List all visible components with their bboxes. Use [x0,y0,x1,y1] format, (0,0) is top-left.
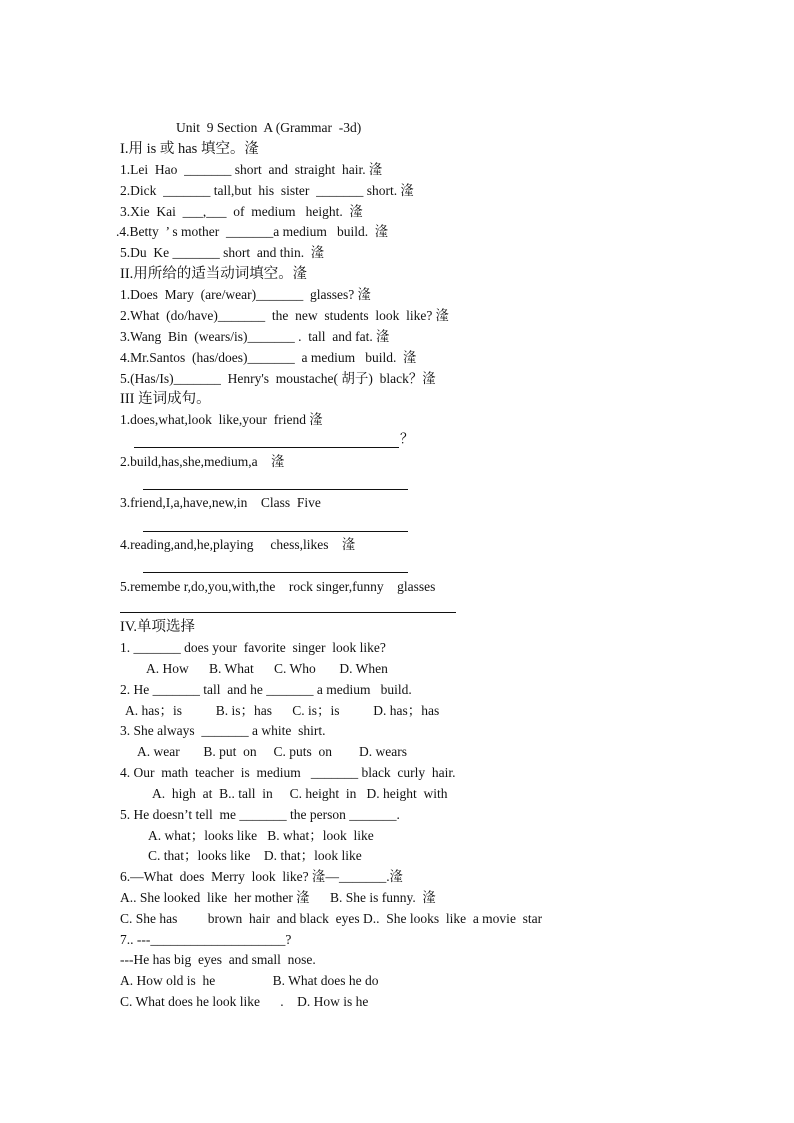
mc-q7: 7.. ---____________________? [120,932,292,947]
mc-q4-options: A. high at B.. tall in C. height in D. height with [152,786,448,801]
part2-item-1: 1.Does Mary (are/wear)_______ glasses? 湰 [120,287,372,302]
part1-item-4: .4.Betty ’ s mother _______a medium build. 湰 [116,224,389,239]
part3-item-2: 2.build,has,she,medium,a 湰 [120,454,285,469]
answer-line-3 [143,531,408,532]
answer-line-5 [120,612,456,613]
part3-item-3: 3.friend,I,a,have,new,in Class Five [120,495,321,510]
part3-heading: III 连词成句。 [120,391,211,407]
mc-q7-prompt: ---He has big eyes and small nose. [120,952,316,967]
mc-q6-options-cd: C. She has brown hair and black eyes D.. She looks like a movie star [120,911,543,926]
part4-heading: IV.单项选择 [120,619,196,635]
mc-q1: 1. _______ does your favorite singer look like? [120,640,386,655]
mc-q5-options-ab: A. what；looks like B. what；look like [148,828,374,843]
part3-item-1: 1.does,what,look like,your friend 湰 [120,412,323,427]
part3-item-5: 5.remembe r,do,you,with,the rock singer,funny glasses [120,579,436,594]
part1-item-2: 2.Dick _______ tall,but his sister _______ short. 湰 [120,183,414,198]
mc-q3: 3. She always _______ a white shirt. [120,723,326,738]
mc-q7-options-cd: C. What does he look like . D. How is he [120,994,369,1009]
mc-q7-options-ab: A. How old is he B. What does he do [120,973,379,988]
mc-q5-options-cd: C. that；looks like D. that；look like [148,848,362,863]
part3-item-4: 4.reading,and,he,playing chess,likes 湰 [120,537,356,552]
part1-item-1: 1.Lei Hao _______ short and straight hair. 湰 [120,162,383,177]
mc-q3-options: A. wear B. put on C. puts on D. wears [137,744,407,759]
answer-line-2 [143,489,408,490]
part2-item-5: 5.(Has/Is)_______ Henry's moustache( 胡子) black？湰 [120,371,436,386]
part1-heading: I.用 is 或 has 填空。湰 [120,141,259,157]
mc-q4: 4. Our math teacher is medium _______ black curly hair. [120,765,456,780]
part2-item-3: 3.Wang Bin (wears/is)_______ . tall and fat. 湰 [120,329,390,344]
part2-heading: II.用所给的适当动词填空。湰 [120,266,308,282]
answer-line-4 [143,572,408,573]
part2-item-2: 2.What (do/have)_______ the new students look like? 湰 [120,308,450,323]
worksheet-title: Unit 9 Section A (Grammar -3d) [176,120,362,135]
mc-q2: 2. He _______ tall and he _______ a medium build. [120,682,412,697]
answer-line-1 [134,447,399,448]
mc-q2-options: A. has；is B. is；has C. is；is D. has；has [125,703,440,718]
mc-q6-options-ab: A.. She looked like her mother 湰 B. She is funny. 湰 [120,890,436,905]
part1-item-5: 5.Du Ke _______ short and thin. 湰 [120,245,325,260]
mc-q1-options: A. How B. What C. Who D. When [146,661,388,676]
part2-item-4: 4.Mr.Santos (has/does)_______ a medium build. 湰 [120,350,417,365]
answer-question-mark: ？ [400,431,414,446]
part1-item-3: 3.Xie Kai ___,___ of medium height. 湰 [120,204,363,219]
mc-q5: 5. He doesn’t tell me _______ the person _______. [120,807,400,822]
mc-q6: 6.—What does Merry look like? 湰—_______.湰 [120,869,404,884]
